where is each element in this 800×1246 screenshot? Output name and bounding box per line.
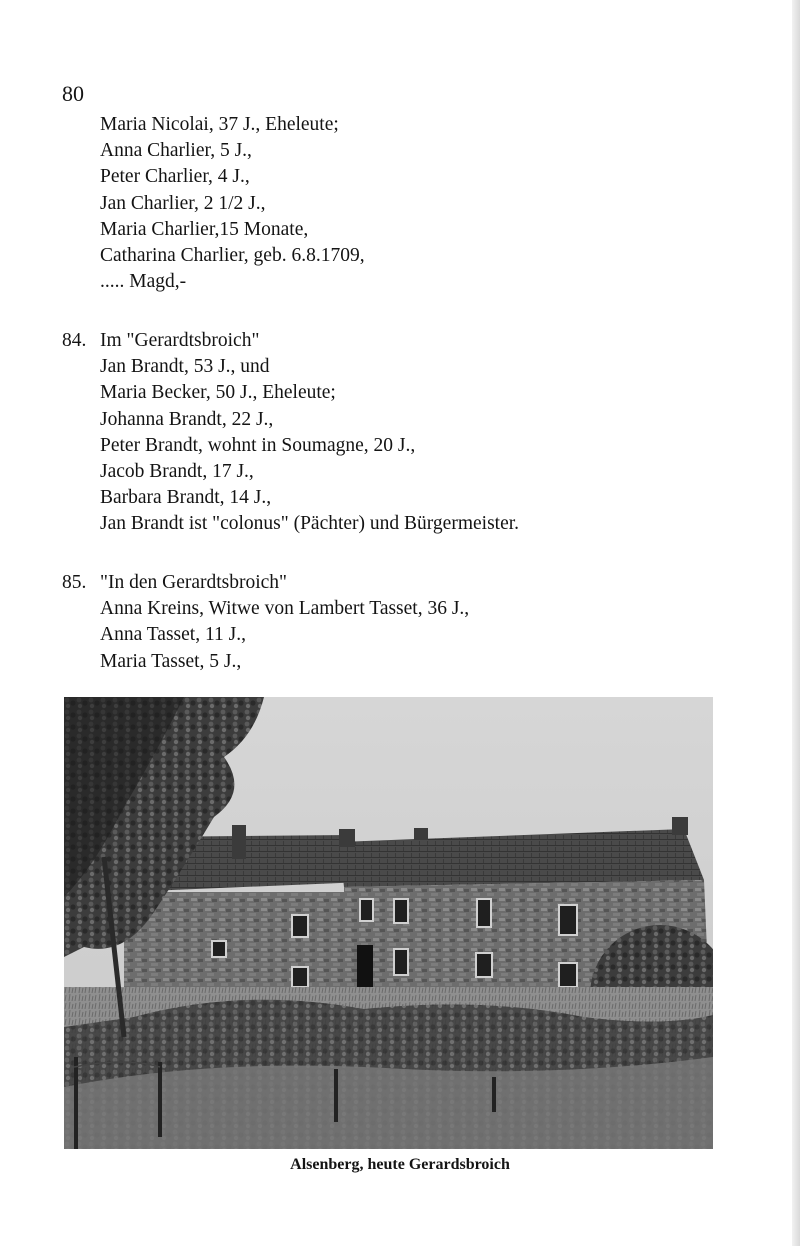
- continuation-block: [62, 112, 365, 295]
- text-line: Peter Charlier, 4 J.,: [100, 166, 250, 188]
- chimney: [232, 825, 246, 859]
- entry-number: 85.: [62, 572, 87, 593]
- text-line: Jan Charlier, 2 1/2 J.,: [100, 192, 266, 214]
- entry-84: [62, 328, 519, 538]
- text-line: Anna Charlier, 5 J.,: [100, 140, 252, 162]
- page-number: 80: [62, 81, 84, 106]
- page-edge: [792, 0, 800, 1246]
- text-line: Maria Charlier,15 Monate,: [100, 218, 309, 240]
- text-line: Peter Brandt, wohnt in Soumagne, 20 J.,: [100, 434, 416, 456]
- text-line: Johanna Brandt, 22 J.,: [100, 408, 274, 430]
- chimney: [672, 817, 688, 835]
- text-line: Maria Tasset, 5 J.,: [100, 650, 242, 672]
- text-line: Catharina Charlier, geb. 6.8.1709,: [100, 245, 365, 267]
- entry-heading: "In den Gerardtsbroich": [100, 572, 288, 593]
- entry-heading: Im "Gerardtsbroich": [100, 330, 260, 351]
- text-line: Anna Tasset, 11 J.,: [100, 624, 246, 646]
- text-line: Barbara Brandt, 14 J.,: [100, 487, 272, 509]
- text-line: ..... Magd,-: [100, 271, 187, 293]
- text-line: Maria Becker, 50 J., Eheleute;: [100, 382, 336, 404]
- chimney: [414, 828, 428, 840]
- entry-number: 84.: [62, 330, 87, 351]
- text-line: Jan Brandt, 53 J., und: [100, 356, 270, 378]
- text-line: Jan Brandt ist "colonus" (Pächter) und Bürgermeister.: [100, 513, 520, 535]
- chimney: [339, 829, 355, 847]
- text-line: Jacob Brandt, 17 J.,: [100, 461, 254, 483]
- farmhouse-photo: [64, 697, 713, 1149]
- text-line: Anna Kreins, Witwe von Lambert Tasset, 36 J.,: [100, 598, 470, 620]
- text-line: Maria Nicolai, 37 J., Eheleute;: [100, 114, 339, 135]
- entry-85: [62, 570, 469, 675]
- photo-caption: Alsenberg, heute Gerardsbroich: [290, 1156, 510, 1173]
- left-wall: [124, 892, 364, 992]
